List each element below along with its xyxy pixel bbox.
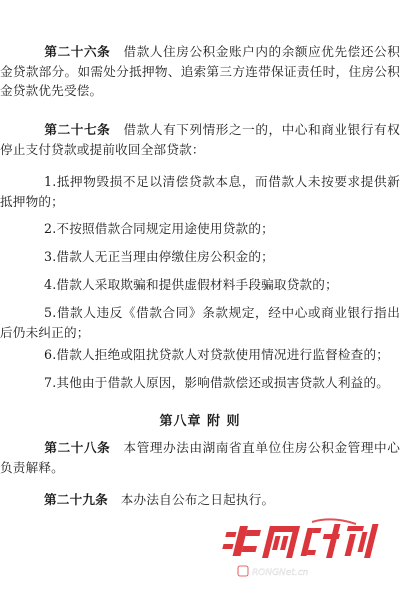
article-label: 第二十八条 — [44, 440, 111, 455]
article-label: 第二十六条 — [44, 44, 111, 59]
chapter-heading: 第八章 附 则 — [159, 414, 241, 429]
article-text: 本办法自公布之日起执行。 — [120, 492, 275, 507]
list-item — [0, 172, 400, 211]
list-item-text: 7.其他由于借款人原因，影响借款偿还或损害贷款人利益的。 — [44, 375, 390, 390]
list-item — [0, 247, 400, 267]
list-item — [0, 345, 400, 365]
list-item-text: 3.借款人无正当理由停缴住房公积金的； — [44, 249, 274, 264]
article-text: 借款人住房公积金账户内的余额应优先偿还公积金贷款部分。如需处分抵押物、追索第三方连带保证责任时，住房公积金贷款优先受偿。 — [0, 44, 400, 98]
list-item-text: 1.抵押物毁损不足以清偿贷款本息，而借款人未按要求提供新抵押物的； — [0, 174, 400, 209]
list-item — [0, 373, 400, 393]
article-text: 本管理办法由湖南省直单位住房公积金管理中心负责解释。 — [0, 440, 400, 475]
article-label: 第二十九条 — [44, 492, 108, 507]
svg-text:RONGNet.cn: RONGNet.cn — [252, 568, 309, 578]
article-28 — [0, 438, 400, 477]
article-26 — [0, 42, 400, 101]
list-item-text: 2.不按照借款合同规定用途使用贷款的； — [44, 221, 274, 236]
article-27 — [0, 120, 400, 159]
list-item-text: 4.借款人采取欺骗和提供虚假材料手段骗取贷款的； — [44, 277, 338, 292]
article-text: 借款人有下列情形之一的，中心和商业银行有权停止支付贷款或提前收回全部贷款： — [0, 122, 400, 157]
list-item-text: 5.借款人违反《借款合同》条款规定，经中心或商业银行指出后仍未纠正的； — [0, 305, 400, 340]
article-29 — [0, 490, 400, 510]
list-item — [0, 219, 400, 239]
article-label: 第二十七条 — [44, 122, 111, 137]
list-item-text: 6.借款人拒绝或阻扰贷款人对贷款使用情况进行监督检查的； — [44, 347, 390, 362]
hongwang-watermark-logo — [220, 518, 390, 590]
list-item — [0, 275, 400, 295]
list-item — [0, 303, 400, 342]
